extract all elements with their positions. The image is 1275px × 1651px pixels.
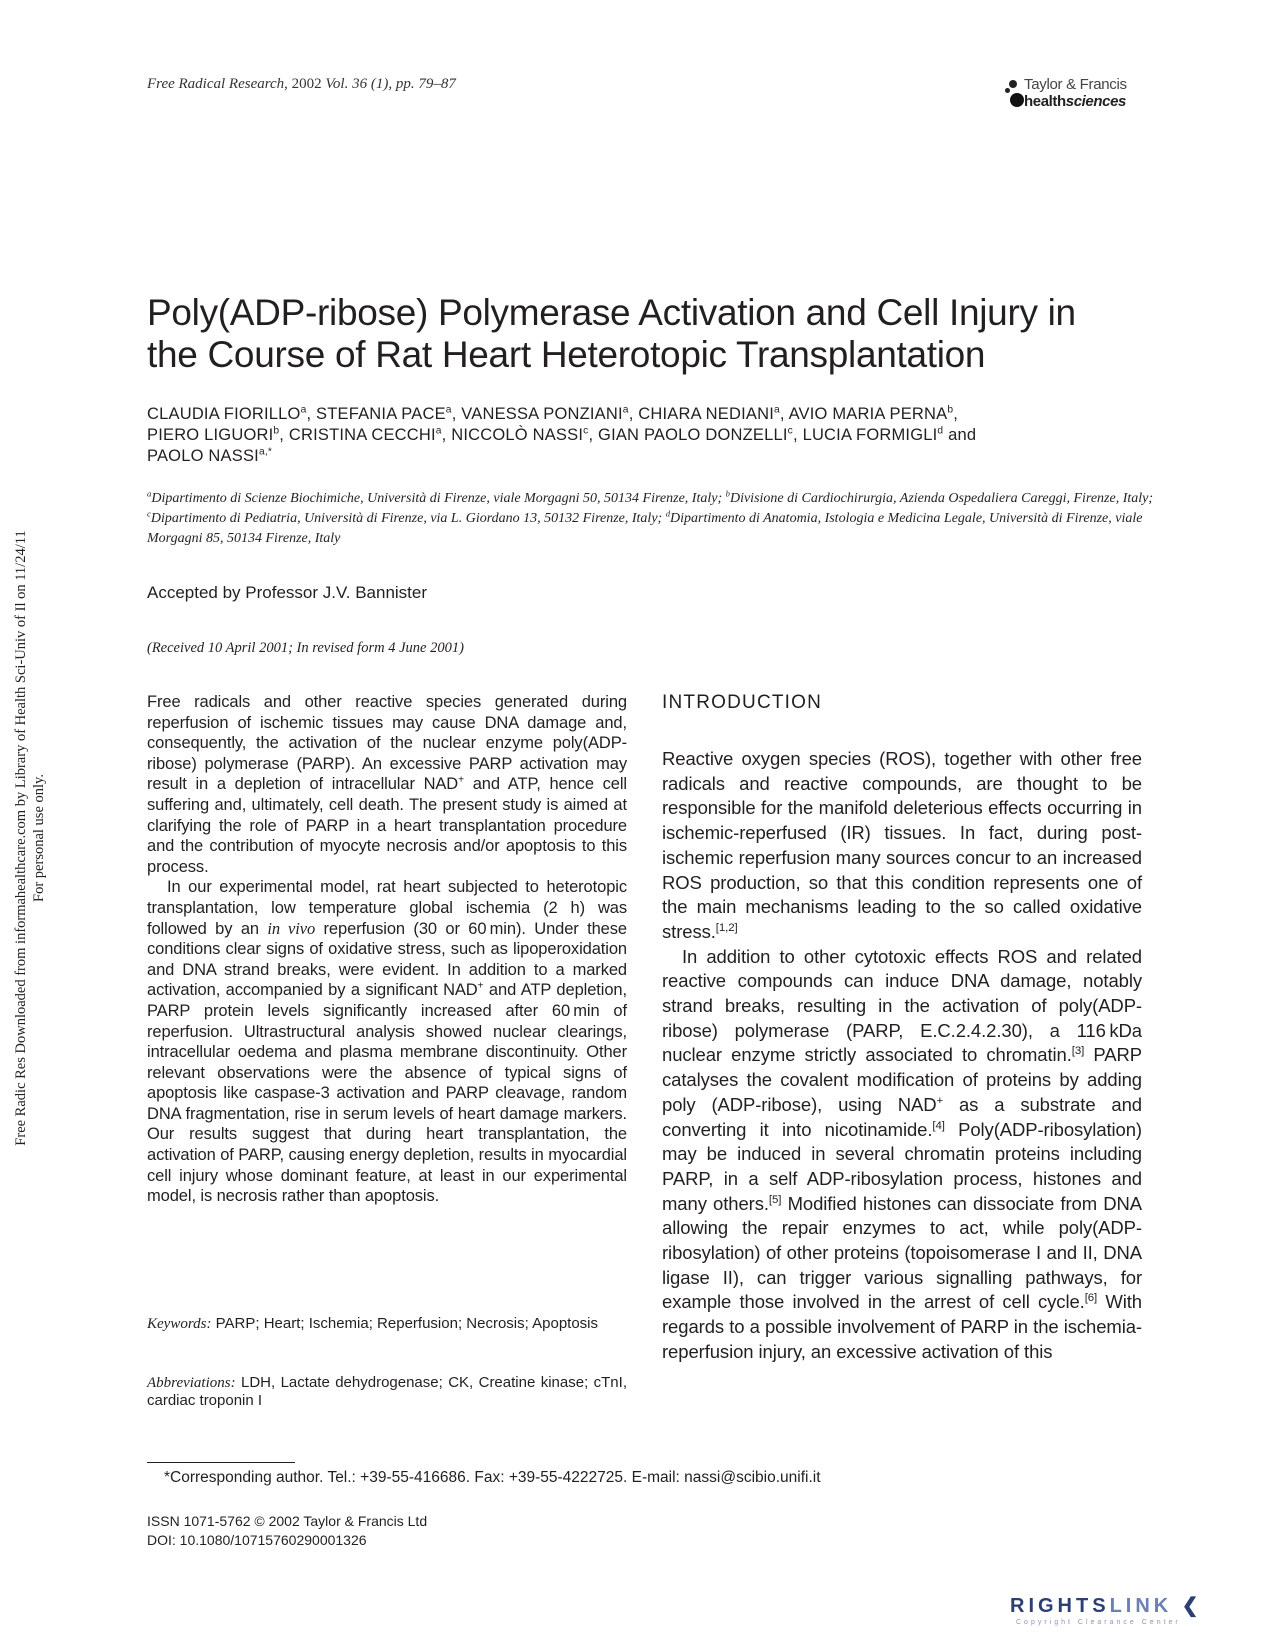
author-list [147, 404, 1157, 467]
affiliation: Dipartimento di Pediatria, Università di Firenze, via L. Giordano 13, 50132 Firenze, Italy; [150, 511, 666, 526]
author: GIAN PAOLO DONZELLI$^c$, [598, 425, 803, 444]
affiliation: Dipartimento di Anatomia, Istologia e Medicina Legale, Università di Firenze, viale Morgagni 85, 50134 Firenze, Italy [147, 511, 1143, 546]
abstract-paragraph: In our experimental model, rat heart subjected to heterotopic transplantation, low temperature global ischemia (2 h) was followed by an in vivo reperfusion (30 or 60 min). Under these conditions clear signs of oxidative stress, such as lipoperoxidation and DNA strand breaks, were evident. In addition to a marked activation, accompanied by a significant NAD+ and ATP depletion, PARP protein levels significantly increased after 60 min of reperfusion. Ultrastructural analysis showed nuclear clearings, intracellular oedema and plasma membrane discontinuity. Other relevant observations were the absence of typical signs of apoptosis like caspase-3 activation and PARP cleavage, random DNA fragmentation, rise in serum levels of heart damage markers. Our results suggest that during heart transplantation, the activation of PARP, causing energy depletion, results in myocardial cell injury whose dominant feature, at least in our experimental model, is necrosis rather than apoptosis. [147, 878, 627, 1206]
rightslink-tagline: Copyright Clearance Center [1016, 1619, 1181, 1626]
logo-dot-icon [1009, 80, 1017, 88]
title-line2: the Course of Rat Heart Heterotopic Transplantation [147, 334, 986, 375]
publisher-logo [1004, 76, 1154, 112]
logo-dot-icon [1005, 88, 1010, 93]
download-side-note [0, 0, 60, 1651]
abstract-paragraph: Free radicals and other reactive species generated during reperfusion of ischemic tissues may cause DNA damage and, consequently, the activation of the nuclear enzyme poly(ADP-ribose) polymerase (PARP). An excessive PARP activation may result in a depletion of intracellular NAD+ and ATP, hence cell suffering and, ultimately, cell death. The present study is aimed at clarifying the role of PARP in a heart transplantation procedure and the contribution of myocyte necrosis and/or apoptosis to this process. [147, 693, 627, 876]
affiliation: Dipartimento di Scienze Biochimiche, Università di Firenze, viale Morgagni 50, 50134 Firenze, Italy; [151, 491, 726, 506]
keywords [147, 1315, 627, 1333]
author: AVIO MARIA PERNA$^b$, [788, 404, 959, 423]
author: LUCIA FORMIGLI$^d$ and [802, 425, 977, 444]
received-dates: (Received 10 April 2001; In revised form 4 June 2001) [147, 640, 464, 656]
logo-dot-icon [1010, 93, 1024, 107]
citation[interactable]: [6] [1084, 1292, 1098, 1305]
abbreviations [147, 1374, 627, 1410]
citation[interactable]: [1,2] [715, 921, 738, 934]
author: VANESSA PONZIANI$^a$, [461, 404, 639, 423]
author: STEFANIA PACE$^a$, [316, 404, 462, 423]
paper-title [147, 292, 1157, 376]
journal-year: , 2002 [284, 76, 322, 92]
title-line1: Poly(ADP-ribose) Polymerase Activation and Cell Injury in [147, 292, 1076, 333]
section-heading: INTRODUCTION [662, 692, 823, 713]
affiliation: Divisione di Cardiochirurgia, Azienda Ospedaliera Careggi, Firenze, Italy; [729, 491, 1154, 506]
citation[interactable]: [5] [768, 1193, 782, 1206]
rightslink-logo[interactable] [1010, 1593, 1250, 1633]
corresponding-author-footnote: *Corresponding author. Tel.: +39-55-416686. Fax: +39-55-4222725. E-mail: nassi@scibio.unifi.it [164, 1469, 821, 1486]
side-note-line1: Free Radic Res Downloaded from informahealthcare.com by Library of Health Sci-Univ of Il on 11/24/11 [13, 530, 29, 1146]
footnote-divider [147, 1462, 295, 1463]
citation[interactable]: [4] [932, 1119, 945, 1132]
abbreviations-label: Abbreviations: [147, 1375, 236, 1391]
abstract [147, 692, 627, 1207]
author: PIERO LIGUORI$^b$, [147, 425, 289, 444]
affiliations: $^a$Dipartimento di Scienze Biochimiche, Università di Firenze, viale Morgagni 50, 50134 Firenze, Italy; $^b$Divisione di Cardiochirurgia, Azienda Ospedaliera Careggi, Firenze, Italy; $^c$Dipartimento di Pediatria, Università di Firenze, via L. Giordano 13, 50132 Firenze, Italy; $^d$Dipartimento di Anatomia, Istologia e Medicina Legale, Università di Firenze, viale Morgagni 85, 50134 Firenze, Italy [147, 488, 1154, 546]
side-note-line2: For personal use only. [31, 774, 47, 902]
accepted-by: Accepted by Professor J.V. Bannister [147, 583, 428, 602]
abbreviations-text: LDH, Lactate dehydrogenase; CK, Creatine kinase; cTnI, cardiac troponin I [147, 1374, 627, 1409]
issn-block [147, 1512, 427, 1550]
rightslink-wordmark: RIGHTSLINK ❮ [1010, 1595, 1203, 1617]
logo-text-line2: healthsciences [1024, 93, 1126, 110]
keywords-text: PARP; Heart; Ischemia; Reperfusion; Necrosis; Apoptosis [211, 1315, 599, 1332]
logo-text-line1: Taylor & Francis [1024, 76, 1127, 93]
keywords-label: Keywords: [147, 1316, 212, 1332]
author: NICCOLÒ NASSI$^c$, [451, 425, 599, 444]
journal-name: Free Radical Research [147, 76, 285, 92]
author: CHIARA NEDIANI$^a$, [638, 404, 789, 423]
journal-volume: Vol. 36 (1), pp. 79–87 [325, 76, 456, 92]
introduction-body [662, 747, 1142, 1365]
citation[interactable]: [3] [1071, 1045, 1085, 1058]
intro-paragraph: Reactive oxygen species (ROS), together with other free radicals and reactive compounds, are thought to be responsible for the manifold deleterious effects occurring in ischemic-reperfused (IR) tissues. In fact, during post-ischemic reperfusion many sources concur to an increased ROS production, so that this condition represents one of the main mechanisms leading to the so called oxidative stress.[1,2] [662, 748, 1142, 942]
chevron-left-icon: ❮ [1181, 1595, 1203, 1617]
issn-line: ISSN 1071-5762 © 2002 Taylor & Francis Ltd [147, 1513, 428, 1529]
journal-citation [147, 76, 456, 93]
author: CLAUDIA FIORILLO$^a$, [147, 404, 317, 423]
doi-line: DOI: 10.1080/10715760290001326 [147, 1532, 367, 1548]
intro-paragraph: In addition to other cytotoxic effects ROS and related reactive compounds can induce DNA damage, notably strand breaks, resulting in the activation of poly(ADP-ribose) polymerase (PARP, E.C.2.4.2.30), a 116 kDa nuclear enzyme strictly associated to chromatin.[3] PARP catalyses the covalent modification of proteins by adding poly (ADP-ribose), using NAD+ as a substrate and converting it into nicotinamide.[4] Poly(ADP-ribosylation) may be induced in several chromatin proteins including PARP, in a self ADP-ribosylation process, histones and many others.[5] Modified histones can dissociate from DNA allowing the repair enzymes to act, while poly(ADP-ribosylation) of other proteins (topoisomerase I and II, DNA ligase II), can trigger various signalling pathways, for example those involved in the arrest of cell cycle.[6] With regards to a possible involvement of PARP in the ischemia-reperfusion injury, an excessive activation of this [662, 945, 1142, 1362]
author: CRISTINA CECCHI$^a$, [288, 425, 452, 444]
author: PAOLO $NASSI^{a,*}$ [147, 446, 273, 465]
